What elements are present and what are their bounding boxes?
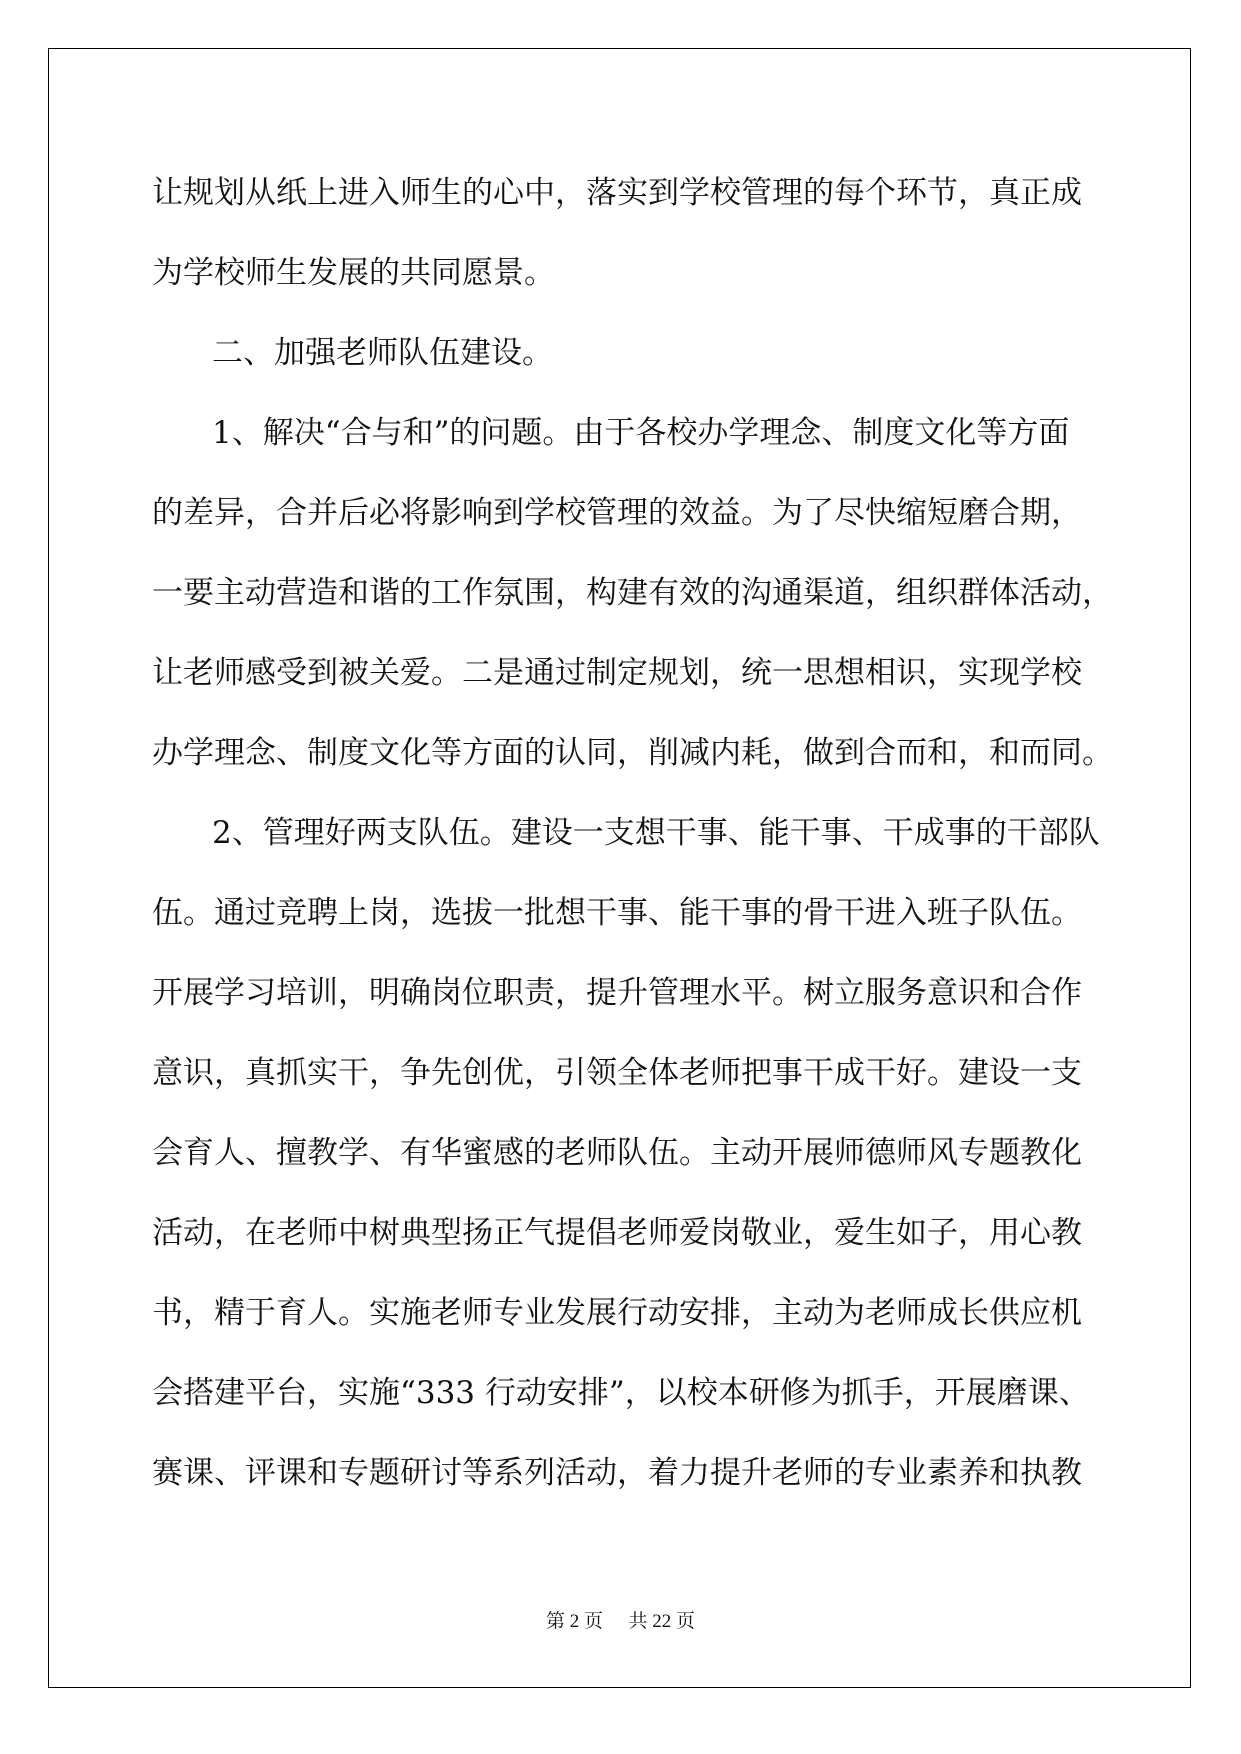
text-line: 活动，在老师中树典型扬正气提倡老师爱岗敬业，爱生如子，用心教: [152, 1215, 1082, 1251]
text-line: 为学校师生发展的共同愿景。: [152, 255, 555, 291]
text-line: 书，精于育人。实施老师专业发展行动安排，主动为老师成长供应机: [152, 1295, 1082, 1331]
paragraph-start: 2、管理好两支队伍。建设一支想干事、能干事、干成事的干部队: [212, 815, 1100, 851]
text-line: 会育人、擅教学、有华蜜感的老师队伍。主动开展师德师风专题教化: [152, 1135, 1082, 1171]
page-number: 第 2 页: [545, 1611, 603, 1632]
text-line: 会搭建平台，实施“333 行动安排”，以校本研修为抓手，开展磨课、: [152, 1375, 1090, 1411]
text-line: 让规划从纸上进入师生的心中，落实到学校管理的每个环节，真正成: [152, 175, 1082, 211]
text-line: 赛课、评课和专题研讨等系列活动，着力提升老师的专业素养和执教: [152, 1455, 1082, 1491]
text-line: 伍。通过竞聘上岗，选拔一批想干事、能干事的骨干进入班子队伍。: [152, 895, 1082, 931]
paragraph-start: 1、解决“合与和”的问题。由于各校办学理念、制度文化等方面: [212, 415, 1070, 451]
text-line: 一要主动营造和谐的工作氛围，构建有效的沟通渠道，组织群体活动，: [152, 575, 1113, 611]
text-line: 开展学习培训，明确岗位职责，提升管理水平。树立服务意识和合作: [152, 975, 1082, 1011]
text-line: 让老师感受到被关爱。二是通过制定规划，统一思想相识，实现学校: [152, 655, 1082, 691]
page-border: [48, 48, 1191, 1688]
page-total: 共 22 页: [628, 1611, 696, 1632]
text-line: 的差异，合并后必将影响到学校管理的效益。为了尽快缩短磨合期，: [152, 495, 1082, 531]
text-line: 办学理念、制度文化等方面的认同，削减内耗，做到合而和，和而同。: [152, 735, 1113, 771]
text-line: 意识，真抓实干，争先创优，引领全体老师把事干成干好。建设一支: [152, 1055, 1082, 1091]
page-footer: [0, 1606, 1241, 1633]
section-heading: 二、加强老师队伍建设。: [212, 335, 553, 371]
